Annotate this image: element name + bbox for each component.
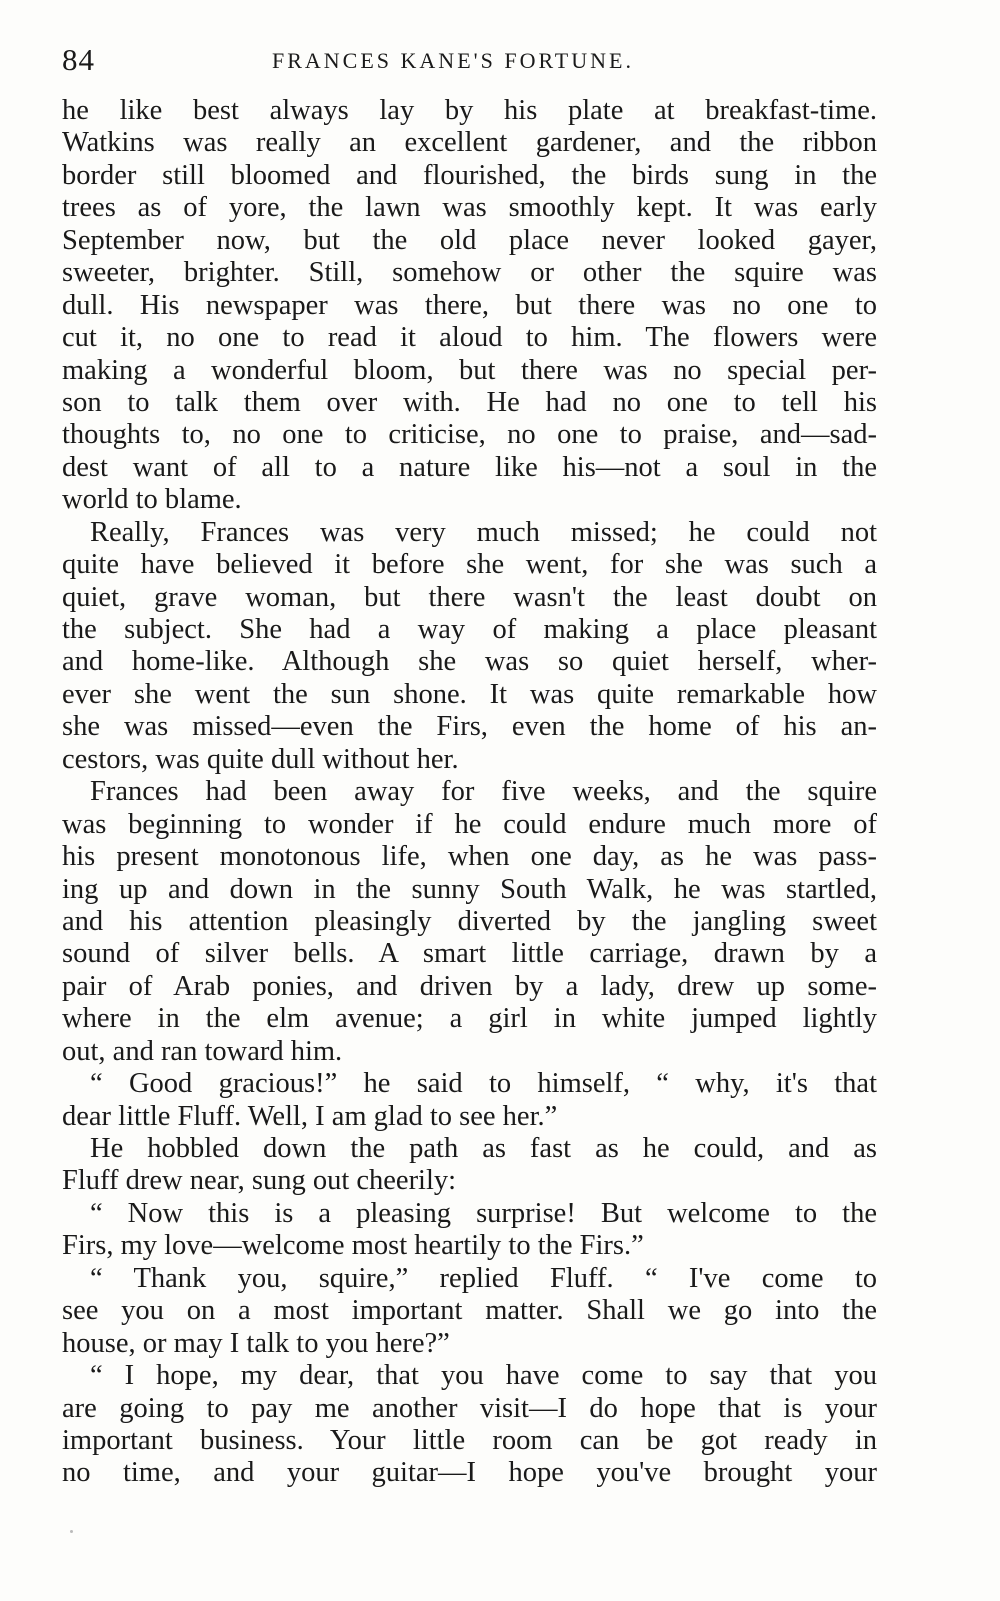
running-title: FRANCES KANE'S FORTUNE. — [272, 48, 634, 73]
text-line: quiet, grave woman, but there wasn't the least doubt on — [62, 581, 877, 613]
text-line: see you on a most important matter. Shall we go into the — [62, 1295, 877, 1327]
text-line: cut it, no one to read it aloud to him. The flowers were — [62, 322, 877, 354]
text-line: thoughts to, no one to criticise, no one to praise, and—sad- — [62, 419, 877, 451]
text-line: his present monotonous life, when one day, as he was pass- — [62, 841, 877, 873]
text-line: and his attention pleasingly diverted by the jangling sweet — [62, 905, 877, 937]
text-line: are going to pay me another visit—I do hope that is your — [62, 1392, 877, 1424]
text-line: Really, Frances was very much missed; he could not — [90, 516, 877, 548]
text-line: sweeter, brighter. Still, somehow or other the squire was — [62, 257, 877, 289]
text-line: she was missed—even the Firs, even the home of his an- — [62, 711, 877, 743]
text-line: ever she went the sun shone. It was quite remarkable how — [62, 678, 877, 710]
text-line: dest want of all to a nature like his—not a soul in the — [62, 451, 877, 483]
text-line: dull. His newspaper was there, but there was no one to — [62, 289, 877, 321]
body-text — [62, 95, 877, 1490]
text-line: out, and ran toward him. — [62, 1035, 343, 1067]
text-line: September now, but the old place never looked gayer, — [62, 224, 877, 256]
text-line: “ Thank you, squire,” replied Fluff. “ I've come to — [90, 1262, 877, 1294]
text-line: important business. Your little room can be got ready in — [62, 1424, 877, 1456]
page-header — [62, 42, 877, 82]
text-line: Frances had been away for five weeks, and the squire — [90, 776, 877, 808]
text-line: son to talk them over with. He had no one to tell his — [62, 386, 877, 418]
text-line: He hobbled down the path as fast as he could, and as — [90, 1133, 877, 1164]
text-line: world to blame. — [62, 484, 242, 516]
text-line: Watkins was really an excellent gardener, and the ribbon — [62, 127, 877, 159]
text-line: making a wonderful bloom, but there was no special per- — [62, 354, 877, 386]
page-number: 84 — [62, 42, 95, 77]
text-line: no time, and your guitar—I hope you've brought your — [62, 1457, 877, 1489]
text-line: trees as of yore, the lawn was smoothly kept. It was early — [62, 192, 877, 224]
text-line: quite have believed it before she went, for she was such a — [62, 549, 877, 581]
text-line: “ Good gracious!” he said to himself, “ why, it's that — [90, 1068, 877, 1100]
text-line: ing up and down in the sunny South Walk, he was startled, — [62, 873, 877, 905]
text-line: sound of silver bells. A smart little carriage, drawn by a — [62, 938, 877, 970]
text-line: pair of Arab ponies, and driven by a lady, drew up some- — [62, 970, 877, 1002]
text-line: and home-like. Although she was so quiet herself, wher- — [62, 646, 877, 678]
text-line: cestors, was quite dull without her. — [62, 743, 459, 775]
text-line: house, or may I talk to you here?” — [62, 1327, 450, 1359]
text-line: Fluff drew near, sung out cheerily: — [62, 1165, 457, 1197]
text-line: the subject. She had a way of making a place pleasant — [62, 614, 877, 645]
ink-speck — [70, 1530, 73, 1533]
text-line: was beginning to wonder if he could endure much more of — [62, 808, 877, 840]
text-line: border still bloomed and flourished, the birds sung in the — [62, 159, 877, 191]
text-line: dear little Fluff. Well, I am glad to see her.” — [62, 1100, 558, 1132]
text-line: “ Now this is a pleasing surprise! But welcome to the — [90, 1197, 877, 1229]
text-line: he like best always lay by his plate at breakfast-time. — [62, 95, 877, 126]
text-line: “ I hope, my dear, that you have come to say that you — [90, 1360, 877, 1392]
text-line: Firs, my love—welcome most heartily to the Firs.” — [62, 1230, 644, 1262]
text-line: where in the elm avenue; a girl in white jumped lightly — [62, 1003, 877, 1035]
